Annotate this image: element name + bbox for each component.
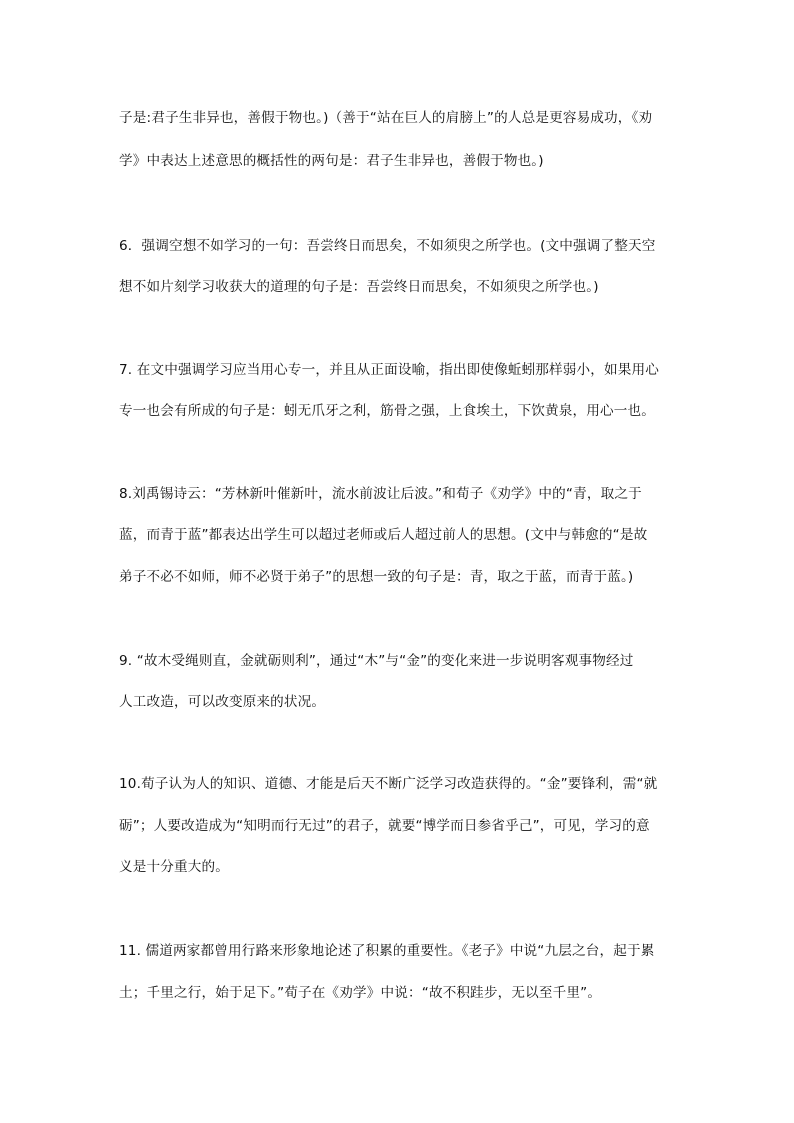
paragraph-10-line-1: 10.荀子认为人的知识、道德、才能是后天不断广泛学习改造获得的。“金”要锋利，需“就: [119, 776, 658, 792]
paragraph-8-line-2: 蓝，而青于蓝”都表达出学生可以超过老师或后人超过前人的思想。(文中与韩愈的“是故: [119, 527, 648, 543]
paragraph-7-line-1: 7. 在文中强调学习应当用心专一，并且从正面设喻，指出即使像蚯蚓那样弱小，如果用心: [119, 362, 660, 378]
paragraph-10-line-3: 义是十分重大的。: [119, 859, 229, 875]
paragraph-9-line-1: 9. “故木受绳则直，金就砺则利”，通过“木”与“金”的变化来进一步说明客观事物经过: [119, 653, 634, 669]
paragraph-11-line-1: 11. 儒道两家都曾用行路来形象地论述了积累的重要性。《老子》中说“九层之台，起于累: [119, 943, 655, 959]
paragraph-1-line-1: 子是:君子生非异也，善假于物也。)（善于“站在巨人的肩膀上”的人总是更容易成功，《劝: [119, 110, 653, 126]
paragraph-8-line-1: 8.刘禹锡诗云：“芳林新叶催新叶，流水前波让后波。”和荀子《劝学》中的“青，取之于: [119, 486, 642, 502]
paragraph-7-line-2: 专一也会有所成的句子是：蚓无爪牙之利，筋骨之强，上食埃土，下饮黄泉，用心一也。: [119, 403, 656, 419]
paragraph-1-line-2: 学》中表达上述意思的概括性的两句是：君子生非异也，善假于物也。): [119, 153, 544, 169]
paragraph-11-line-2: 土；千里之行，始于足下。”荀子在《劝学》中说：“故不积跬步，无以至千里”。: [119, 985, 602, 1001]
paragraph-6-line-1: 6．强调空想不如学习的一句：吾尝终日而思矣，不如须臾之所学也。(文中强调了整天空: [119, 238, 656, 254]
paragraph-10-line-2: 砺”；人要改造成为“知明而行无过”的君子，就要“博学而日参省乎己”，可见，学习的意: [119, 818, 650, 834]
paragraph-8-line-3: 弟子不必不如师，师不必贤于弟子”的思想一致的句子是：青，取之于蓝，而青于蓝。): [119, 569, 634, 585]
paragraph-9-line-2: 人工改造，可以改变原来的状况。: [119, 694, 326, 710]
paragraph-6-line-2: 想不如片刻学习收获大的道理的句子是：吾尝终日而思矣，不如须臾之所学也。): [119, 279, 599, 295]
